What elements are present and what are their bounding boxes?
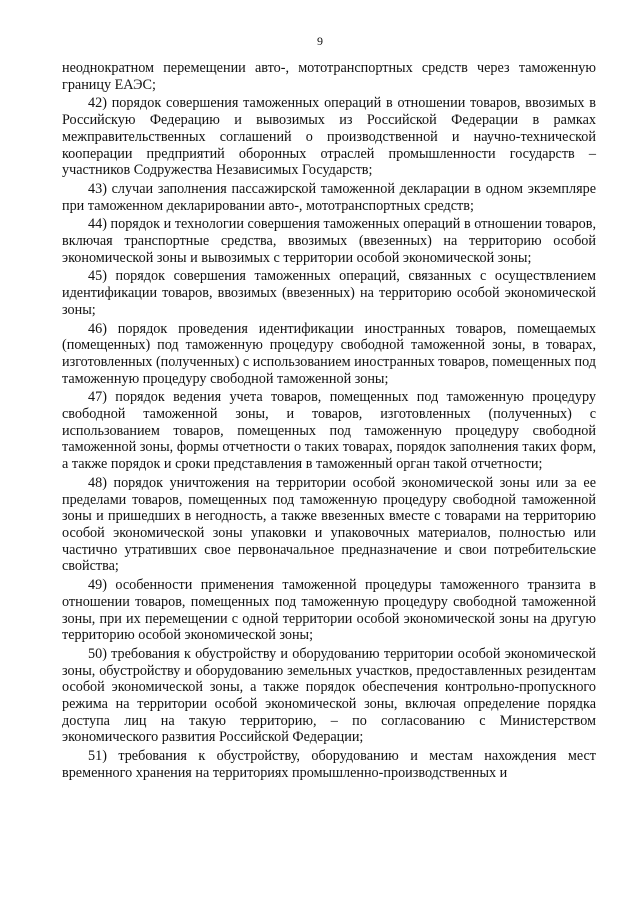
list-item-42: 42) порядок совершения таможенных операций в отношении товаров, ввозимых в Российскую Федерацию и вывозимых из Российской Федерации в рамках межправительственных соглашений о производственной и научно-технической кооперации предприятий оборонных отраслей промышленности государств – участников Содружества Независимых Государств; — [62, 95, 596, 179]
list-item-47: 47) порядок ведения учета товаров, помещенных под таможенную процедуру свободной таможенной зоны, и товаров, изготовленных (полученных) с использованием товаров, помещенных под таможенную процедуру свободной таможенной зоны, формы отчетности о таких товарах, порядок заполнения таких форм, а также порядок и сроки представления в таможенный орган такой отчетности; — [62, 389, 596, 473]
list-item-45: 45) порядок совершения таможенных операций, связанных с осуществлением идентификации товаров, ввозимых (ввезенных) на территорию особой экономической зоны; — [62, 268, 596, 318]
page-number: 9 — [317, 34, 323, 48]
list-item-51: 51) требования к обустройству, оборудованию и местам нахождения мест временного хранения на территориях промышленно-производственных и — [62, 748, 596, 781]
list-item-48: 48) порядок уничтожения на территории особой экономической зоны или за ее пределами товаров, помещенных под таможенную процедуру свободной таможенной зоны и пришедших в негодность, а также ввезенных вместе с товарами на территорию особой экономической зоны упаковки и упаковочных материалов, полностью или частично утративших свое первоначальное предназначение и свои потребительские свойства; — [62, 474, 596, 575]
document-body — [62, 60, 596, 784]
paragraph-continuation: неоднократном перемещении авто-, мототранспортных средств через таможенную границу ЕАЭС; — [62, 60, 596, 93]
list-item-43: 43) случаи заполнения пассажирской таможенной декларации в одном экземпляре при таможенном декларировании авто-, мототранспортных средств; — [62, 180, 596, 214]
list-item-44: 44) порядок и технологии совершения таможенных операций в отношении товаров, включая транспортные средства, ввозимых (ввезенных) на территорию особой экономической зоны и вывозимых с территории особой экономической зоны; — [62, 216, 596, 266]
list-item-46: 46) порядок проведения идентификации иностранных товаров, помещаемых (помещенных) под таможенную процедуру свободной таможенной зоны, в товарах, изготовленных (полученных) с использованием иностранных товаров, помещенных под таможенную процедуру свободной таможенной зоны; — [62, 320, 596, 387]
list-item-50: 50) требования к обустройству и оборудованию территории особой экономической зоны, обустройству и оборудованию земельных участков, предоставленных резидентам особой экономической зоны, а также порядок обеспечения контрольно-пропускного режима на территории особой экономической зоны, включая определение порядка доступа лиц на такую территорию, – по согласованию с Министерством экономического развития Российской Федерации; — [62, 645, 596, 746]
list-item-49: 49) особенности применения таможенной процедуры таможенного транзита в отношении товаров, помещенных под таможенную процедуру свободной таможенной зоны, при их перемещении с одной территории особой экономической зоны на другую территорию особой экономической зоны; — [62, 577, 596, 644]
